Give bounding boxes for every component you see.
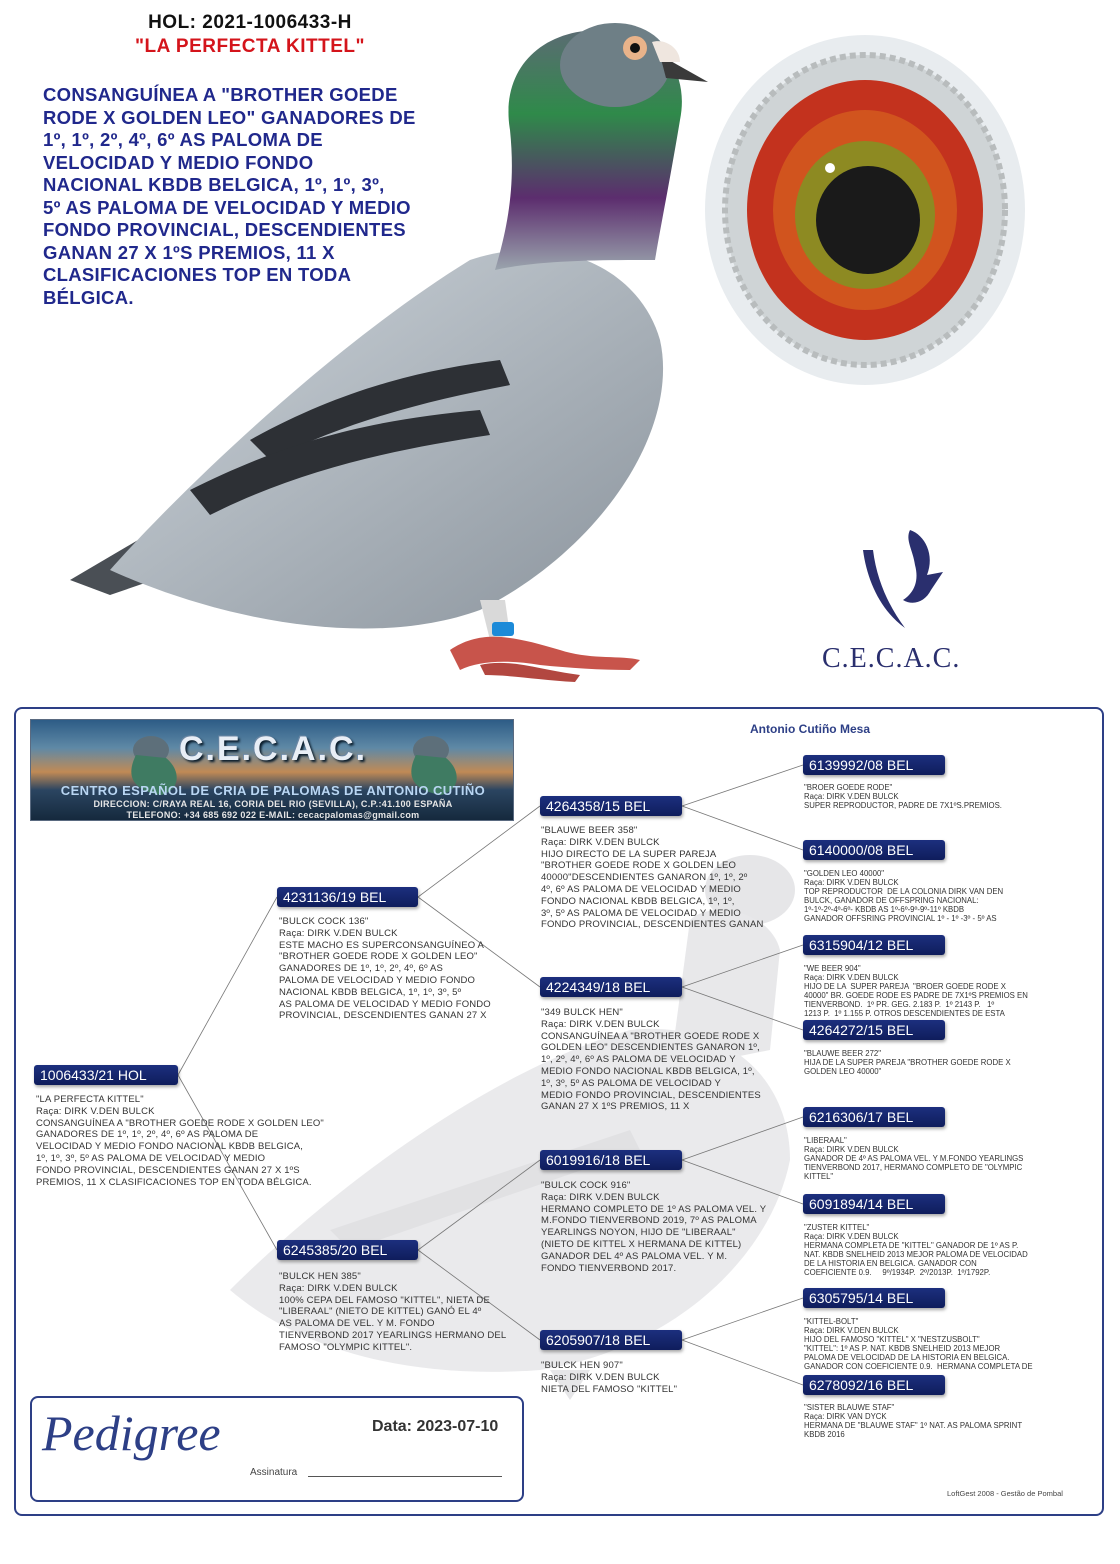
- info-line: "WE BEER 904": [804, 964, 861, 973]
- ff-info: [541, 825, 764, 931]
- info-line: "LIBERAAL" (NIETO DE KITTEL) GANÓ EL 4º: [279, 1306, 482, 1318]
- subject-ring[interactable]: 1006433/21 HOL: [34, 1065, 178, 1085]
- info-line: Raça: DIRK V.DEN BULCK: [804, 1232, 899, 1241]
- info-line: 1º, 1º, 3º, 5º AS PALOMA DE VELOCIDAD Y MEDIO: [36, 1152, 266, 1164]
- info-line: YEARLINGS NOYON, HIJO DE "LIBERAAL": [541, 1227, 736, 1239]
- info-line: GANADOR DEL 4º AS PALOMA VEL. Y M.: [541, 1250, 728, 1262]
- info-line: Raça: DIRK V.DEN BULCK: [279, 1282, 398, 1294]
- info-line: 1º, 3º, 5º AS PALOMA DE VELOCIDAD Y: [541, 1077, 722, 1089]
- info-line: "BLAUWE BEER 272": [804, 1049, 882, 1058]
- fff-info: [804, 783, 1002, 810]
- info-line: FONDO PROVINCIAL, DESCENDIENTES GANAN: [541, 919, 764, 931]
- info-line: "GOLDEN LEO 40000": [804, 869, 885, 878]
- info-line: Raça: DIRK V.DEN BULCK: [804, 878, 899, 887]
- mother-info: [279, 1271, 506, 1354]
- info-line: Raça: DIRK V.DEN BULCK: [541, 836, 660, 848]
- ff-ring[interactable]: 4264358/15 BEL: [540, 796, 682, 816]
- info-line: FONDO PROVINCIAL, DESCENDIENTES GANAN 27 X 1ºS: [36, 1164, 300, 1176]
- mfm-info: [804, 1223, 1028, 1277]
- info-line: MEDIO FONDO PROVINCIAL, DESCENDIENTES: [541, 1089, 761, 1101]
- cecac-logo-text: C.E.C.A.C.: [822, 643, 961, 674]
- info-line: SUPER REPRODUCTOR, PADRE DE 7X1ºS.PREMIOS.: [804, 801, 1002, 810]
- pedigree-date: Data: 2023-07-10: [372, 1418, 499, 1435]
- info-line: "SISTER BLAUWE STAF": [804, 1403, 895, 1412]
- info-line: 3º, 5º AS PALOMA DE VELOCIDAD Y MEDIO: [541, 907, 741, 919]
- info-line: HIJO DE LA SUPER PAREJA "BROER GOEDE RODE X: [804, 982, 1006, 991]
- info-line: FONDO NACIONAL KBDB BELGICA, 1º, 1º,: [541, 895, 735, 907]
- info-line: HERMANO COMPLETO DE 1º AS PALOMA VEL. Y: [541, 1203, 767, 1215]
- info-line: NAT. KBDB SNELHEID 2013 MEJOR PALOMA DE VELOCIDAD: [804, 1250, 1028, 1259]
- info-line: HERMANA COMPLETA DE "KITTEL" GANADOR DE 1º AS P.: [804, 1241, 1019, 1250]
- ffm-info: [804, 869, 1003, 923]
- info-line: TOP REPRODUCTOR DE LA COLONIA DIRK VAN DEN: [804, 887, 1004, 896]
- info-line: PREMIOS, 11 X CLASIFICACIONES TOP EN TODA BÉLGICA.: [36, 1176, 312, 1188]
- info-line: NACIONAL KBDB BELGICA, 1º, 1º, 3º, 5º: [279, 986, 462, 998]
- info-line: "BROER GOEDE RODE": [804, 783, 893, 792]
- signature-line[interactable]: [308, 1476, 502, 1477]
- info-line: "BLAUWE BEER 358": [541, 825, 638, 836]
- ring-number-title: HOL: 2021-1006433-H: [148, 12, 352, 33]
- info-line: HIJA DE LA SUPER PAREJA "BROTHER GOEDE RODE X: [804, 1058, 1011, 1067]
- fm-ring[interactable]: 4224349/18 BEL: [540, 977, 682, 997]
- info-line: VELOCIDAD Y MEDIO FONDO NACIONAL KBDB BELGICA,: [36, 1141, 303, 1153]
- ffm-ring[interactable]: 6140000/08 BEL: [803, 840, 945, 860]
- info-line: TIENVERBOND 2017, HERMANO COMPLETO DE "OLYMPIC: [804, 1163, 1023, 1172]
- father-info: [279, 916, 491, 1022]
- info-line: PALOMA DE VELOCIDAD Y MEDIO FONDO: [279, 974, 476, 986]
- father-ring[interactable]: 4231136/19 BEL: [277, 887, 418, 907]
- fmf-info: [804, 964, 1028, 1018]
- info-line: "BROTHER GOEDE RODE X GOLDEN LEO: [541, 860, 737, 872]
- desc-line: GANAN 27 X 1ºS PREMIOS, 11 X: [43, 241, 335, 263]
- info-line: FONDO TIENVERBOND 2017.: [541, 1262, 677, 1274]
- info-line: (NIETO DE KITTEL X HERMANA DE KITTEL): [541, 1238, 742, 1250]
- mff-ring[interactable]: 6216306/17 BEL: [803, 1107, 945, 1127]
- desc-line: NACIONAL KBDB BELGICA, 1º, 1º, 3º,: [43, 174, 385, 195]
- info-line: 1º, 2º, 4º, 6º AS PALOMA DE VELOCIDAD Y: [541, 1054, 736, 1066]
- info-line: GANADOR DE 4º AS PALOMA VEL. Y M.FONDO YEARLINGS: [804, 1154, 1024, 1163]
- desc-line: 5º AS PALOMA DE VELOCIDAD Y MEDIO: [43, 196, 411, 218]
- info-line: GANADOR OFFSRING PROVINCIAL 1º - 1º -3º - 5º AS: [804, 914, 997, 923]
- info-line: NIETA DEL FAMOSO "KITTEL": [541, 1383, 678, 1395]
- info-line: Raça: DIRK V.DEN BULCK: [804, 1145, 899, 1154]
- connector-line: [418, 806, 540, 897]
- info-line: CONSANGUÍNEA A "BROTHER GOEDE RODE X: [541, 1030, 760, 1042]
- info-line: HIJO DIRECTO DE LA SUPER PAREJA: [541, 848, 717, 860]
- pedigree-script-title: Pedigree: [42, 1405, 221, 1461]
- info-line: Raça: DIRK V.DEN BULCK: [804, 792, 899, 801]
- info-line: Raça: DIRK V.DEN BULCK: [541, 1018, 660, 1030]
- fmf-ring[interactable]: 6315904/12 BEL: [803, 935, 945, 955]
- footer-credit: LoftGest 2008 - Gestão de Pombal: [947, 1489, 1063, 1498]
- info-line: GANADOR CON COEFICIENTE 0.9. HERMANA COMPLETA DE: [804, 1362, 1033, 1371]
- connector-line: [682, 1298, 803, 1340]
- desc-line: CONSANGUÍNEA A "BROTHER GOEDE: [43, 84, 398, 105]
- connector-line: [682, 1340, 803, 1385]
- connector-line: [682, 945, 803, 987]
- mmf-info: [804, 1317, 1033, 1371]
- mm-info: [541, 1360, 677, 1395]
- info-line: Raça: DIRK V.DEN BULCK: [804, 1326, 899, 1335]
- mother-ring[interactable]: 6245385/20 BEL: [277, 1240, 418, 1260]
- info-line: HIJO DEL FAMOSO "KITTEL" X "NESTZUSBOLT": [804, 1335, 980, 1344]
- info-line: CONSANGUÍNEA A "BROTHER GOEDE RODE X GOLDEN LEO": [36, 1117, 324, 1129]
- info-line: GANAN 27 X 1ºS PREMIOS, 11 X: [541, 1101, 690, 1113]
- mmf-ring[interactable]: 6305795/14 BEL: [803, 1288, 945, 1308]
- connector-line: [418, 1160, 540, 1250]
- info-line: "ZUSTER KITTEL": [804, 1223, 870, 1232]
- info-line: 1º-1º-2º-4º-6º- KBDB AS 1º-6º-9º-9º-11º KBDB: [804, 905, 965, 914]
- desc-line: FONDO PROVINCIAL, DESCENDIENTES: [43, 219, 406, 240]
- info-line: TIENVERBOND 2017 YEARLINGS HERMANO DEL: [279, 1329, 507, 1341]
- info-line: GOLDEN LEO" DESCENDIENTES GANARON 1º,: [541, 1042, 760, 1054]
- info-line: Raça: DIRK VAN DYCK: [804, 1412, 887, 1421]
- info-line: 40000"DESCENDIENTES GANARON 1º, 1º, 2º: [541, 872, 748, 884]
- info-line: HERMANA DE "BLAUWE STAF" 1º NAT. AS PALOMA SPRINT: [804, 1421, 1023, 1430]
- mff-info: [804, 1136, 1023, 1181]
- info-line: PROVINCIAL, DESCENDIENTES GANAN 27 X: [279, 1010, 487, 1022]
- info-line: Raça: DIRK V.DEN BULCK: [36, 1105, 155, 1117]
- info-line: BULCK, GANADOR DE OFFSPRING NACIONAL:: [804, 896, 979, 905]
- info-line: ESTE MACHO ES SUPERCONSANGUÍNEO A: [279, 939, 485, 951]
- desc-line: 1º, 1º, 2º, 4º, 6º AS PALOMA DE: [43, 129, 323, 150]
- info-line: GANADORES DE 1º, 1º, 2º, 4º, 6º AS: [279, 963, 443, 975]
- info-line: PALOMA DE VELOCIDAD DE LA HISTORIA EN BELGICA.: [804, 1353, 1010, 1362]
- mmm-ring[interactable]: 6278092/16 BEL: [803, 1375, 945, 1395]
- fm-info: [541, 1007, 761, 1113]
- owner-name: Antonio Cutiño Mesa: [750, 722, 870, 736]
- info-line: GOLDEN LEO 40000": [804, 1067, 882, 1076]
- desc-line: VELOCIDAD Y MEDIO FONDO: [43, 151, 314, 173]
- info-line: Raça: DIRK V.DEN BULCK: [804, 973, 899, 982]
- banner-phone: TELEFONO: +34 685 692 022 E-MAIL: cecacpalomas@gmail.com: [126, 810, 420, 820]
- info-line: KITTEL": [804, 1172, 834, 1181]
- info-line: Raça: DIRK V.DEN BULCK: [541, 1191, 660, 1203]
- info-line: Raça: DIRK V.DEN BULCK: [541, 1371, 660, 1383]
- connector-line: [178, 897, 277, 1075]
- fff-ring[interactable]: 6139992/08 BEL: [803, 755, 945, 775]
- connector-line: [682, 765, 803, 806]
- info-line: "BULCK COCK 136": [279, 916, 369, 927]
- info-line: 4º, 6º AS PALOMA DE VELOCIDAD Y MEDIO: [541, 883, 741, 895]
- fmm-info: [804, 1049, 1011, 1076]
- signature-label: Assinatura: [250, 1467, 298, 1478]
- connector-line: [682, 1117, 803, 1160]
- info-line: AS PALOMA DE VELOCIDAD Y MEDIO FONDO: [279, 998, 491, 1010]
- info-line: 40000" BR. GOEDE RODE ES PADRE DE 7X1ºS PREMIOS EN: [804, 991, 1028, 1000]
- info-line: FAMOSO "OLYMPIC KITTEL".: [279, 1341, 413, 1353]
- info-line: "BULCK HEN 385": [279, 1271, 361, 1282]
- desc-line: RODE X GOLDEN LEO" GANADORES DE: [43, 106, 416, 128]
- subject-info: [36, 1094, 324, 1188]
- info-line: MEDIO FONDO NACIONAL KBDB BELGICA, 1º,: [541, 1065, 755, 1077]
- info-line: "BULCK COCK 916": [541, 1180, 631, 1191]
- info-line: M.FONDO TIENVERBOND 2019, 7º AS PALOMA: [541, 1215, 757, 1227]
- info-line: "BULCK HEN 907": [541, 1360, 623, 1371]
- info-line: AS PALOMA DE VEL. Y M. FONDO: [279, 1318, 435, 1330]
- info-line: "LIBERAAL": [804, 1136, 847, 1145]
- info-line: 100% CEPA DEL FAMOSO "KITTEL", NIETA DE: [279, 1294, 490, 1306]
- mf-info: [541, 1180, 766, 1274]
- pigeon-name-title: "LA PERFECTA KITTEL": [135, 36, 365, 57]
- banner-address: DIRECCION: C/RAYA REAL 16, CORIA DEL RIO (SEVILLA), C.P.:41.100 ESPAÑA: [93, 799, 453, 809]
- info-line: "LA PERFECTA KITTEL": [36, 1094, 144, 1105]
- banner-title: C.E.C.A.C.: [178, 730, 368, 768]
- info-line: "349 BULCK HEN": [541, 1007, 623, 1018]
- banner-subtitle: CENTRO ESPAÑOL DE CRIA DE PALOMAS DE ANTONIO CUTIÑO: [60, 783, 486, 798]
- info-line: COEFICIENTE 0.9. 9º/1934P. 2º/2013P. 1º/1792P.: [804, 1268, 991, 1277]
- mfm-ring[interactable]: 6091894/14 BEL: [803, 1194, 945, 1214]
- mmm-info: [804, 1403, 1022, 1439]
- desc-line: BÉLGICA.: [43, 286, 134, 308]
- info-line: TIENVERBOND. 1º PR. GEG. 2.183 P. 1º 2143 P. 1º: [804, 1000, 995, 1009]
- info-line: "KITTEL": 1º AS P. NAT. KBDB SNELHEID 2013 MEJOR: [804, 1344, 1001, 1353]
- info-line: DE LA HISTORIA EN BELGICA. GANADOR CON: [804, 1259, 977, 1268]
- info-line: GANADORES DE 1º, 1º, 2º, 4º, 6º AS PALOMA DE: [36, 1129, 259, 1141]
- info-line: "BROTHER GOEDE RODE X GOLDEN LEO": [279, 951, 478, 963]
- fmm-ring[interactable]: 4264272/15 BEL: [803, 1020, 945, 1040]
- info-line: KBDB 2016: [804, 1430, 845, 1439]
- info-line: "KITTEL-BOLT": [804, 1317, 859, 1326]
- mm-ring[interactable]: 6205907/18 BEL: [540, 1330, 682, 1350]
- info-line: Raça: DIRK V.DEN BULCK: [279, 927, 398, 939]
- desc-line: CLASIFICACIONES TOP EN TODA: [43, 264, 352, 285]
- mf-ring[interactable]: 6019916/18 BEL: [540, 1150, 682, 1170]
- info-line: 1213 P. 1º 1.155 P. OTROS DESCENDIENTES DE ESTA: [804, 1009, 1005, 1018]
